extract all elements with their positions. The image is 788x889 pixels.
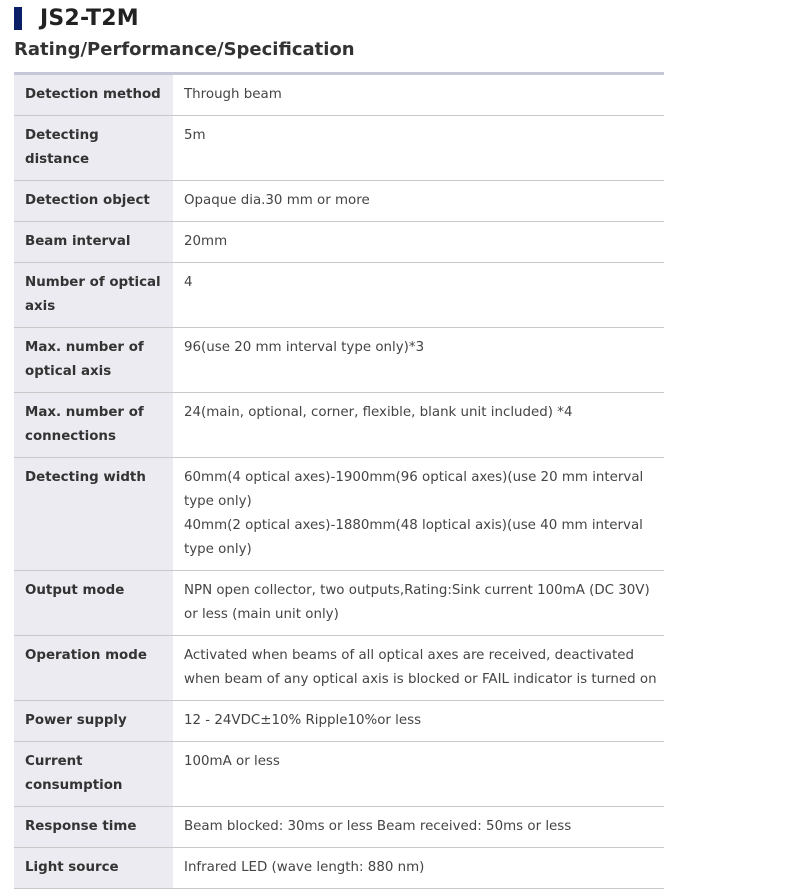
spec-table-body (14, 75, 664, 889)
spec-value-line: Beam blocked: 30ms or less Beam received: 50ms or less (184, 819, 572, 834)
spec-label: Beam interval (14, 222, 173, 263)
table-row (14, 263, 664, 328)
spec-value (173, 181, 664, 222)
spec-value-line: Activated when beams of all optical axes are received, deactivated when beam of any optical axis is blocked or FAIL indicator is turned on (184, 648, 657, 687)
table-row (14, 116, 664, 181)
table-row (14, 701, 664, 742)
spec-label: Power supply (14, 701, 173, 742)
table-row (14, 636, 664, 701)
table-row (14, 571, 664, 636)
spec-value-line: 20mm (184, 234, 228, 249)
spec-label: Max. number of connections (14, 393, 173, 458)
spec-value-line: 60mm(4 optical axes)-1900mm(96 optical axes)(use 20 mm interval type only) (184, 470, 644, 509)
spec-table-container (14, 72, 664, 889)
spec-label: Detection method (14, 75, 173, 116)
spec-label: Number of optical axis (14, 263, 173, 328)
spec-label: Light source (14, 848, 173, 889)
table-row (14, 75, 664, 116)
section-title: Rating/Performance/Specification (14, 39, 355, 60)
spec-value (173, 393, 664, 458)
table-row (14, 328, 664, 393)
spec-value-line: 12 - 24VDC±10% Ripple10%or less (184, 713, 422, 728)
product-header (14, 5, 139, 31)
table-row (14, 181, 664, 222)
table-row (14, 222, 664, 263)
spec-value (173, 263, 664, 328)
spec-value (173, 458, 664, 571)
spec-value-line: Opaque dia.30 mm or more (184, 193, 370, 208)
spec-value (173, 571, 664, 636)
table-row (14, 742, 664, 807)
spec-label: Output mode (14, 571, 173, 636)
spec-label: Detecting distance (14, 116, 173, 181)
spec-value-line: 40mm(2 optical axes)-1880mm(48 loptical axis)(use 40 mm interval type only) (184, 518, 643, 557)
spec-value-line: Infrared LED (wave length: 880 nm) (184, 860, 425, 875)
spec-label: Response time (14, 807, 173, 848)
table-row (14, 393, 664, 458)
spec-value-line: 24(main, optional, corner, flexible, blank unit included) *4 (184, 405, 573, 420)
spec-label: Current consumption (14, 742, 173, 807)
spec-label: Operation mode (14, 636, 173, 701)
product-title: JS2-T2M (40, 5, 139, 31)
spec-value-line: 100mA or less (184, 754, 280, 769)
spec-value (173, 222, 664, 263)
spec-value (173, 848, 664, 889)
table-row (14, 848, 664, 889)
spec-value-line: NPN open collector, two outputs,Rating:Sink current 100mA (DC 30V) or less (main unit only) (184, 583, 650, 622)
spec-value (173, 742, 664, 807)
title-accent-bar (14, 7, 22, 30)
spec-value (173, 116, 664, 181)
spec-value-line: 5m (184, 128, 206, 143)
spec-value (173, 636, 664, 701)
spec-value (173, 75, 664, 116)
spec-label: Detection object (14, 181, 173, 222)
spec-label: Max. number of optical axis (14, 328, 173, 393)
spec-value (173, 701, 664, 742)
table-row (14, 458, 664, 571)
spec-value (173, 807, 664, 848)
spec-value-line: Through beam (184, 87, 282, 102)
spec-value-line: 4 (184, 275, 193, 290)
table-row (14, 807, 664, 848)
spec-value (173, 328, 664, 393)
spec-table (14, 75, 664, 889)
spec-label: Detecting width (14, 458, 173, 571)
spec-value-line: 96(use 20 mm interval type only)*3 (184, 340, 425, 355)
